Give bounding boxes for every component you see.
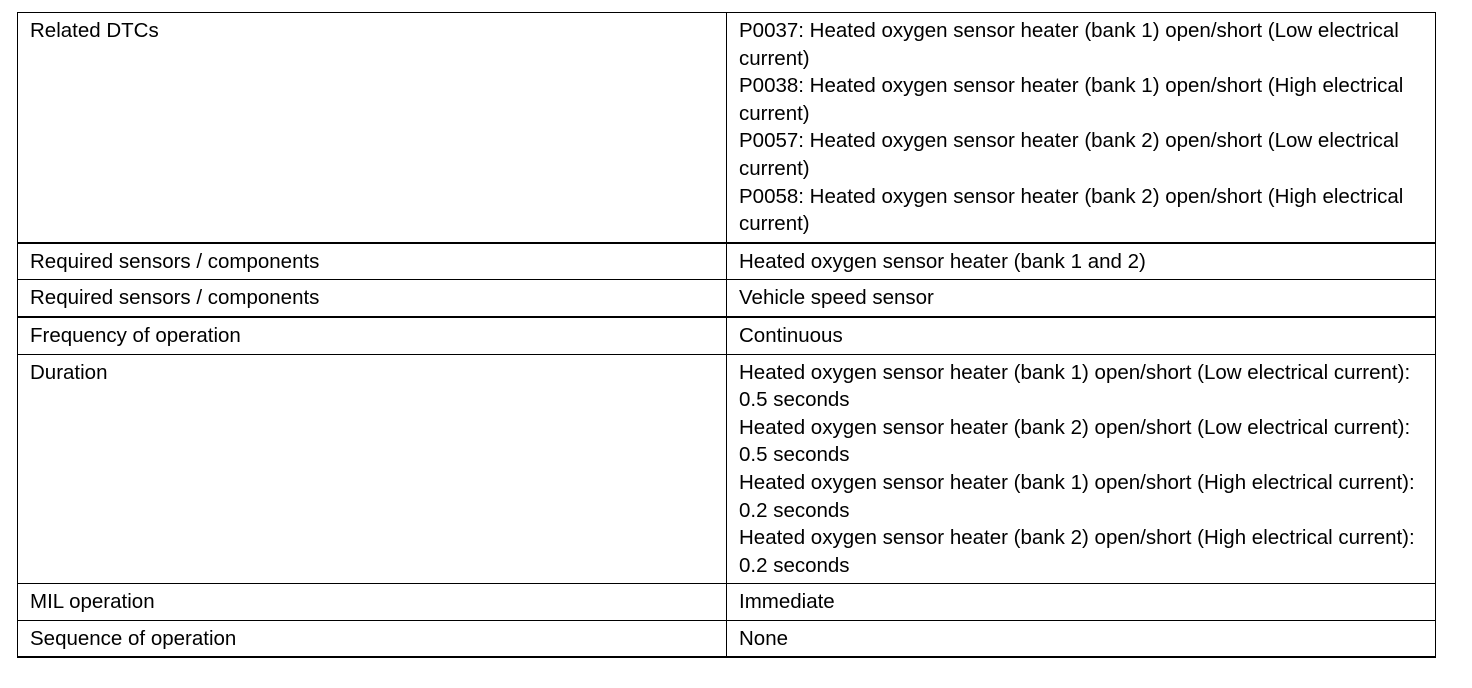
table-row-required-components: [18, 243, 1436, 280]
row-value: Immediate: [727, 584, 1436, 621]
row-value: Vehicle speed sensor: [727, 280, 1436, 317]
duration-line: Heated oxygen sensor heater (bank 2) open/short (High electrical current): 0.2 seconds: [739, 526, 1415, 577]
duration-line: Heated oxygen sensor heater (bank 1) open/short (High electrical current): 0.2 seconds: [739, 470, 1415, 522]
row-label: Required sensors / components: [18, 243, 727, 280]
dtc-p0038: P0038: Heated oxygen sensor heater (bank 1) open/short (High electrical current): [739, 74, 1404, 125]
dtc-p0057: P0057: Heated oxygen sensor heater (bank 2) open/short (Low electrical current): [739, 129, 1399, 180]
row-label: Required sensors / components: [18, 280, 727, 317]
monitor-info-table: [17, 12, 1436, 658]
row-label: Frequency of operation: [18, 317, 727, 354]
row-value: Continuous: [727, 317, 1436, 354]
table-row-mil-operation: [18, 584, 1436, 621]
row-label: Sequence of operation: [18, 620, 727, 657]
table-row-required-sensors: [18, 280, 1436, 317]
dtc-p0058: P0058: Heated oxygen sensor heater (bank 2) open/short (High electrical current): [739, 184, 1404, 236]
duration-line: Heated oxygen sensor heater (bank 2) open/short (Low electrical current): 0.5 seconds: [739, 415, 1411, 467]
table-row-duration: [18, 354, 1436, 584]
row-value: None: [727, 620, 1436, 657]
row-value: [727, 13, 1436, 243]
table-row-frequency: [18, 317, 1436, 354]
row-label: Duration: [18, 354, 727, 584]
row-label: MIL operation: [18, 584, 727, 621]
table-row-related-dtcs: [18, 13, 1436, 243]
duration-line: Heated oxygen sensor heater (bank 1) open/short (Low electrical current): 0.5 seconds: [739, 360, 1411, 412]
row-label: Related DTCs: [18, 13, 727, 243]
row-value: Heated oxygen sensor heater (bank 1 and 2): [727, 243, 1436, 280]
table-row-sequence: [18, 620, 1436, 657]
dtc-p0037: P0037: Heated oxygen sensor heater (bank 1) open/short (Low electrical current): [739, 19, 1399, 70]
row-value: [727, 354, 1436, 584]
